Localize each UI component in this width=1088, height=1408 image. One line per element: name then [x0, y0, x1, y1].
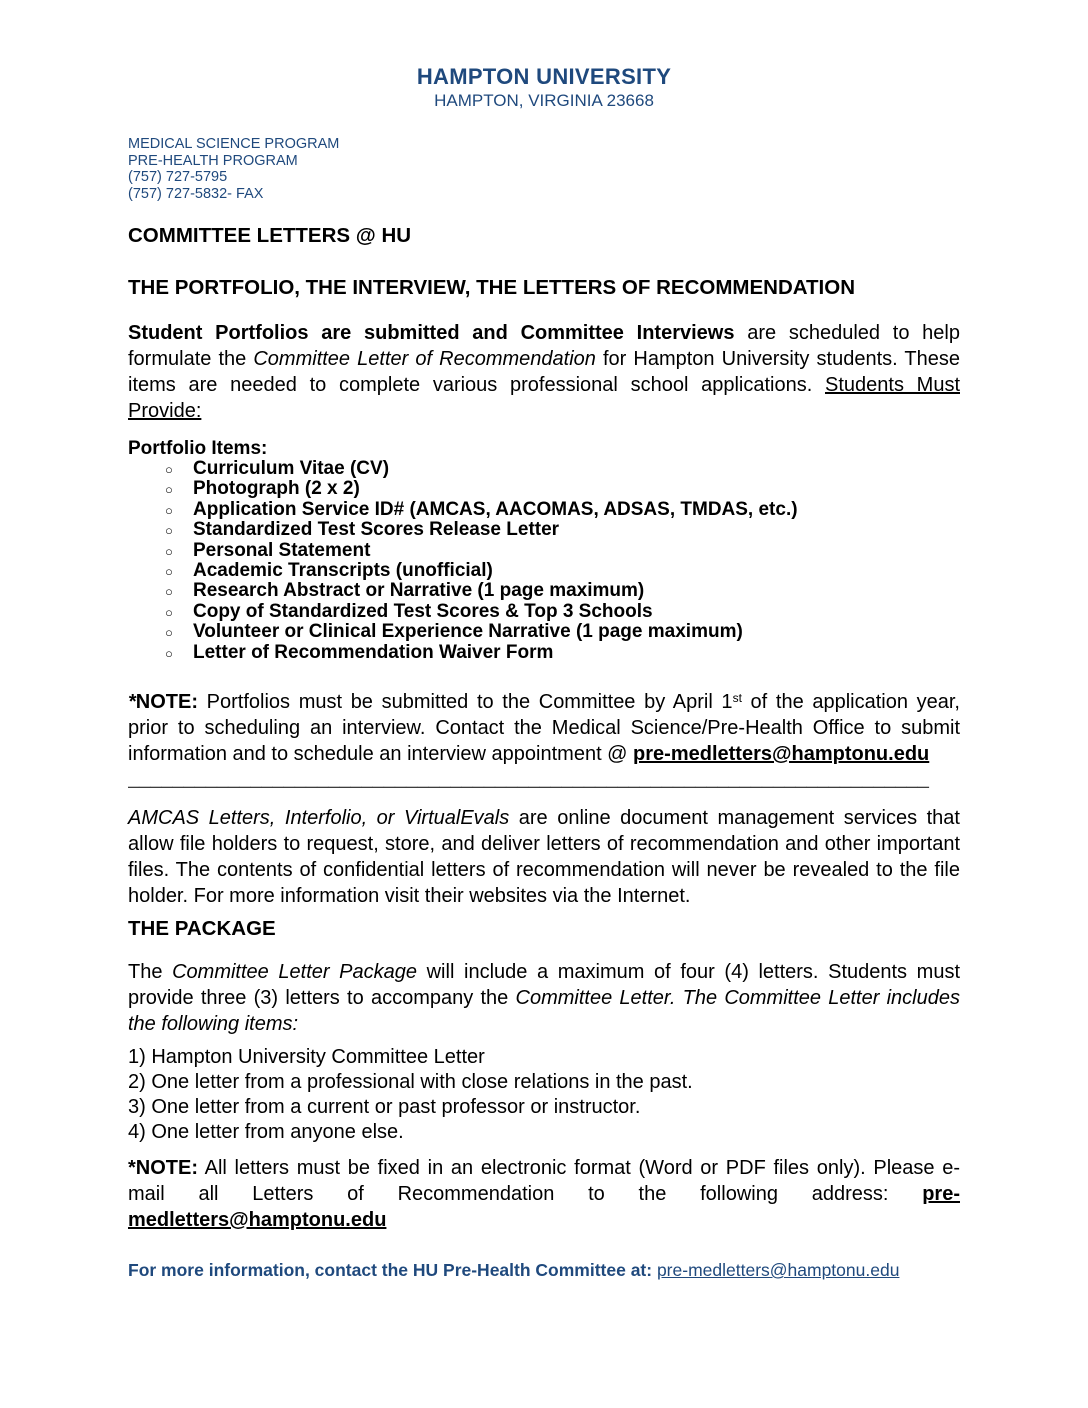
note-text-segment-1: Portfolios must be submitted to the Committee by April 1: [198, 691, 733, 714]
note-portfolio-deadline: [128, 689, 960, 767]
circle-bullet-icon: ○: [165, 604, 173, 620]
intro-text-segment-1: are scheduled to help formulate the: [128, 322, 960, 370]
email-link[interactable]: pre-medletters@hamptonu.edu: [128, 1183, 960, 1232]
portfolio-item-label: Letter of Recommendation Waiver Form: [193, 641, 554, 663]
letter-list-item: 2) One letter from a professional with close relations in the past.: [128, 1071, 693, 1094]
circle-bullet-icon: ○: [165, 523, 173, 539]
package-paragraph: [128, 959, 960, 1037]
portfolio-item-label: Academic Transcripts (unofficial): [193, 560, 493, 582]
students-must-provide-label: Students Must Provide:: [128, 374, 960, 422]
portfolio-items-heading: Portfolio Items:: [128, 438, 268, 459]
university-name: HAMPTON UNIVERSITY: [416, 64, 672, 89]
amcas-italic-segment: AMCAS Letters, Interfolio, or VirtualEvals: [128, 807, 510, 830]
portfolio-item: [128, 581, 960, 601]
fax-number: (757) 727-5832- FAX: [128, 185, 264, 202]
circle-bullet-icon: ○: [165, 462, 173, 477]
circle-bullet-icon: ○: [165, 625, 173, 641]
circle-bullet-icon: ○: [165, 482, 173, 498]
package-italic-segment-2: Committee Letter. The Committee Letter includes the following items:: [128, 987, 960, 1036]
package-text-segment-1: The: [128, 961, 173, 984]
portfolio-item-label: Research Abstract or Narrative (1 page maximum): [193, 580, 645, 602]
amcas-text-segment: are online document management services that allow file holders to request, store, and deliver letters of recommendation and other important files. The contents of confidential letters of recommendation will never be revealed to the file holder. For more information visit their websites via the Internet.: [128, 807, 960, 908]
note-electronic-format: [128, 1155, 960, 1233]
heading-committee-letters: COMMITTEE LETTERS @ HU: [128, 224, 412, 247]
portfolio-items-list: [128, 459, 960, 663]
portfolio-item: [128, 622, 960, 642]
note-label: *NOTE:: [128, 1157, 198, 1180]
note-text-segment: All letters must be fixed in an electronic format (Word or PDF files only). Please e-mail all Letters of Recommendation to the following address:: [128, 1157, 960, 1206]
circle-bullet-icon: ○: [165, 543, 173, 559]
portfolio-item: [128, 500, 960, 520]
portfolio-item-label: Curriculum Vitae (CV): [193, 458, 390, 479]
portfolio-item: [128, 643, 960, 663]
portfolio-item-label: Standardized Test Scores Release Letter: [193, 519, 560, 541]
portfolio-item-label: Volunteer or Clinical Experience Narrative (1 page maximum): [193, 621, 743, 643]
portfolio-item: [128, 541, 960, 561]
circle-bullet-icon: ○: [165, 502, 173, 518]
package-italic-segment-1: Committee Letter Package: [172, 961, 417, 984]
email-link[interactable]: pre-medletters@hamptonu.edu: [633, 743, 930, 766]
heading-portfolio-interview-letters: THE PORTFOLIO, THE INTERVIEW, THE LETTERS OF RECOMMENDATION: [128, 276, 855, 299]
portfolio-item-label: Application Service ID# (AMCAS, AACOMAS, ADSAS, TMDAS, etc.): [193, 498, 798, 520]
phone-number: (757) 727-5795: [128, 169, 228, 185]
note-label: NOTE:: [135, 691, 199, 714]
note-text-segment-2: of the application year, prior to scheduling an interview. Contact the Medical Science/Pre-Health Office to submit information and to schedule an interview appointment @: [128, 691, 960, 766]
section-divider: ________________________________________________________________________: [128, 767, 929, 790]
portfolio-item-label: Copy of Standardized Test Scores & Top 3 Schools: [193, 600, 653, 622]
note-asterisk: *: [128, 691, 136, 714]
circle-bullet-icon: ○: [165, 645, 173, 661]
portfolio-item-label: Personal Statement: [193, 539, 371, 561]
program-contact-block: [128, 136, 960, 202]
intro-text-segment-2: for Hampton University students. These items are needed to complete various professional school applications.: [128, 348, 960, 396]
university-location: HAMPTON, VIRGINIA 23668: [434, 91, 654, 110]
letterhead: [128, 64, 960, 112]
portfolio-item: [128, 561, 960, 581]
amcas-services-paragraph: [128, 805, 960, 909]
program-line-pre-health: PRE-HEALTH PROGRAM: [128, 152, 298, 169]
footer-contact-line: [128, 1259, 960, 1281]
package-text-segment-2: will include a maximum of four (4) letters. Students must provide three (3) letters to accompany the: [128, 961, 961, 1010]
portfolio-item-label: Photograph (2 x 2): [193, 478, 360, 500]
committee-letter-contents-list: [128, 1045, 960, 1145]
intro-italic-segment: Committee Letter of Recommendation: [253, 348, 596, 370]
ordinal-suffix: st: [732, 691, 742, 706]
portfolio-item: [128, 479, 960, 499]
heading-the-package: THE PACKAGE: [128, 917, 276, 941]
circle-bullet-icon: ○: [165, 564, 173, 580]
intro-paragraph: [128, 320, 960, 424]
footer-bold-segment: For more information, contact the HU Pre-Health Committee at:: [128, 1260, 657, 1281]
circle-bullet-icon: ○: [165, 584, 173, 600]
letter-list-item: 4) One letter from anyone else.: [128, 1121, 404, 1144]
portfolio-item: [128, 602, 960, 622]
intro-bold-segment: Student Portfolios are submitted and Committee Interviews: [128, 322, 735, 344]
letter-list-item: 1) Hampton University Committee Letter: [128, 1046, 485, 1069]
portfolio-item: [128, 459, 960, 479]
portfolio-item: [128, 520, 960, 540]
email-link[interactable]: pre-medletters@hamptonu.edu: [656, 1260, 900, 1281]
program-line-medical-science: MEDICAL SCIENCE PROGRAM: [128, 136, 340, 152]
letter-list-item: 3) One letter from a current or past professor or instructor.: [128, 1096, 641, 1119]
